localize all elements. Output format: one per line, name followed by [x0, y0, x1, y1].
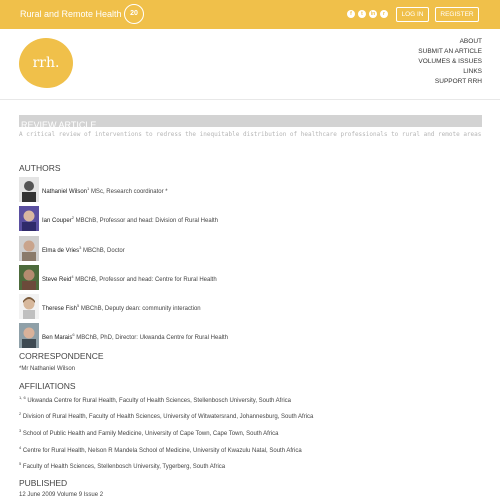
- main-nav: [418, 37, 482, 87]
- author-name[interactable]: Steve Reid: [42, 277, 72, 283]
- affiliation-item: [19, 461, 225, 470]
- author-name[interactable]: Therese Fish: [42, 306, 78, 312]
- author-sup: 5: [77, 303, 80, 308]
- affiliation-text: Division of Rural Health, Faculty of Health Sciences, University of Witwatersrand, Johannesburg, South Africa: [22, 414, 314, 420]
- author-details: MBChB, Doctor: [83, 248, 125, 254]
- author-sup: 6: [72, 332, 75, 337]
- section-label-bar: [19, 115, 482, 130]
- author-details: MBChB, Deputy dean: community interaction: [80, 306, 201, 312]
- anniversary-badge: 20: [124, 4, 144, 24]
- site-brand-link[interactable]: Rural and Remote Health: [20, 9, 122, 19]
- affiliation-item: [19, 428, 278, 437]
- author-sup: 2: [71, 215, 74, 220]
- author-sup: 1: [87, 186, 90, 191]
- correspondence-text: *Mr Nathaniel Wilson: [19, 366, 76, 372]
- author-sup: 4: [71, 274, 74, 279]
- affiliation-item: [19, 445, 302, 454]
- section-label: REVIEW ARTICLE: [21, 120, 97, 130]
- author-details: MSc, Research coordinator *: [90, 189, 168, 195]
- author-sup: 3: [79, 245, 82, 250]
- author-name[interactable]: Nathaniel Wilson: [42, 189, 88, 195]
- affiliation-text: Faculty of Health Sciences, Stellenbosch University, Tygerberg, South Africa: [22, 464, 226, 470]
- author-photo: [19, 265, 39, 290]
- rss-icon[interactable]: r: [380, 10, 388, 18]
- twitter-icon[interactable]: t: [358, 10, 366, 18]
- affiliation-text: Centre for Rural Health, Nelson R Mandela School of Medicine, University of Kwazulu Natal, South Africa: [22, 448, 302, 454]
- rrh-logo[interactable]: rrh.: [19, 38, 73, 88]
- author-details: MBChB, Professor and head: Centre for Rural Health: [75, 277, 217, 283]
- affiliation-sup: 1, 6: [19, 395, 26, 400]
- author-name[interactable]: Ian Couper: [42, 218, 72, 224]
- author-details: MBChB, PhD, Director: Ukwanda Centre for Rural Health: [76, 335, 228, 341]
- author-photo: [19, 206, 39, 231]
- facebook-icon[interactable]: f: [347, 10, 355, 18]
- author-name[interactable]: Ben Marais: [42, 335, 73, 341]
- top-bar: [0, 0, 500, 29]
- published-heading: PUBLISHED: [19, 478, 68, 488]
- correspondence-heading: CORRESPONDENCE: [19, 351, 104, 361]
- author-photo: [19, 323, 39, 348]
- affiliation-text: School of Public Health and Family Medicine, University of Cape Town, Cape Town, South Africa: [22, 431, 279, 437]
- author-name[interactable]: Elma de Vries: [42, 248, 80, 254]
- nav-item-about[interactable]: ABOUT: [459, 38, 482, 45]
- affiliation-sup: 5: [19, 461, 22, 466]
- published-text: 12 June 2009 Volume 9 Issue 2: [19, 492, 104, 498]
- nav-item-links[interactable]: LINKS: [463, 68, 482, 75]
- affiliation-text: Ukwanda Centre for Rural Health, Faculty of Health Sciences, Stellenbosch University, South Africa: [27, 398, 292, 404]
- affiliation-item: [19, 395, 291, 404]
- affiliations-heading: AFFILIATIONS: [19, 381, 76, 391]
- article-title: A critical review of interventions to redress the inequitable distribution of healthcare professionals to rural and remote areas: [19, 131, 482, 138]
- author-details: MBChB, Professor and head: Division of Rural Health: [75, 218, 218, 224]
- nav-item-volumes-issues[interactable]: VOLUMES & ISSUES: [418, 58, 482, 65]
- affiliation-sup: 2: [19, 411, 22, 416]
- authors-heading: AUTHORS: [19, 163, 61, 173]
- affiliation-sup: 4: [19, 445, 22, 450]
- login-button[interactable]: LOG IN: [396, 7, 429, 22]
- register-button[interactable]: REGISTER: [435, 7, 479, 22]
- author-photo: [19, 294, 39, 319]
- nav-item-support[interactable]: SUPPORT RRH: [434, 78, 482, 85]
- affiliation-sup: 3: [19, 428, 22, 433]
- affiliation-item: [19, 411, 313, 420]
- author-photo: [19, 236, 39, 261]
- linkedin-icon[interactable]: in: [370, 11, 376, 17]
- author-photo: [19, 177, 39, 202]
- nav-item-submit-article[interactable]: SUBMIT AN ARTICLE: [418, 48, 482, 55]
